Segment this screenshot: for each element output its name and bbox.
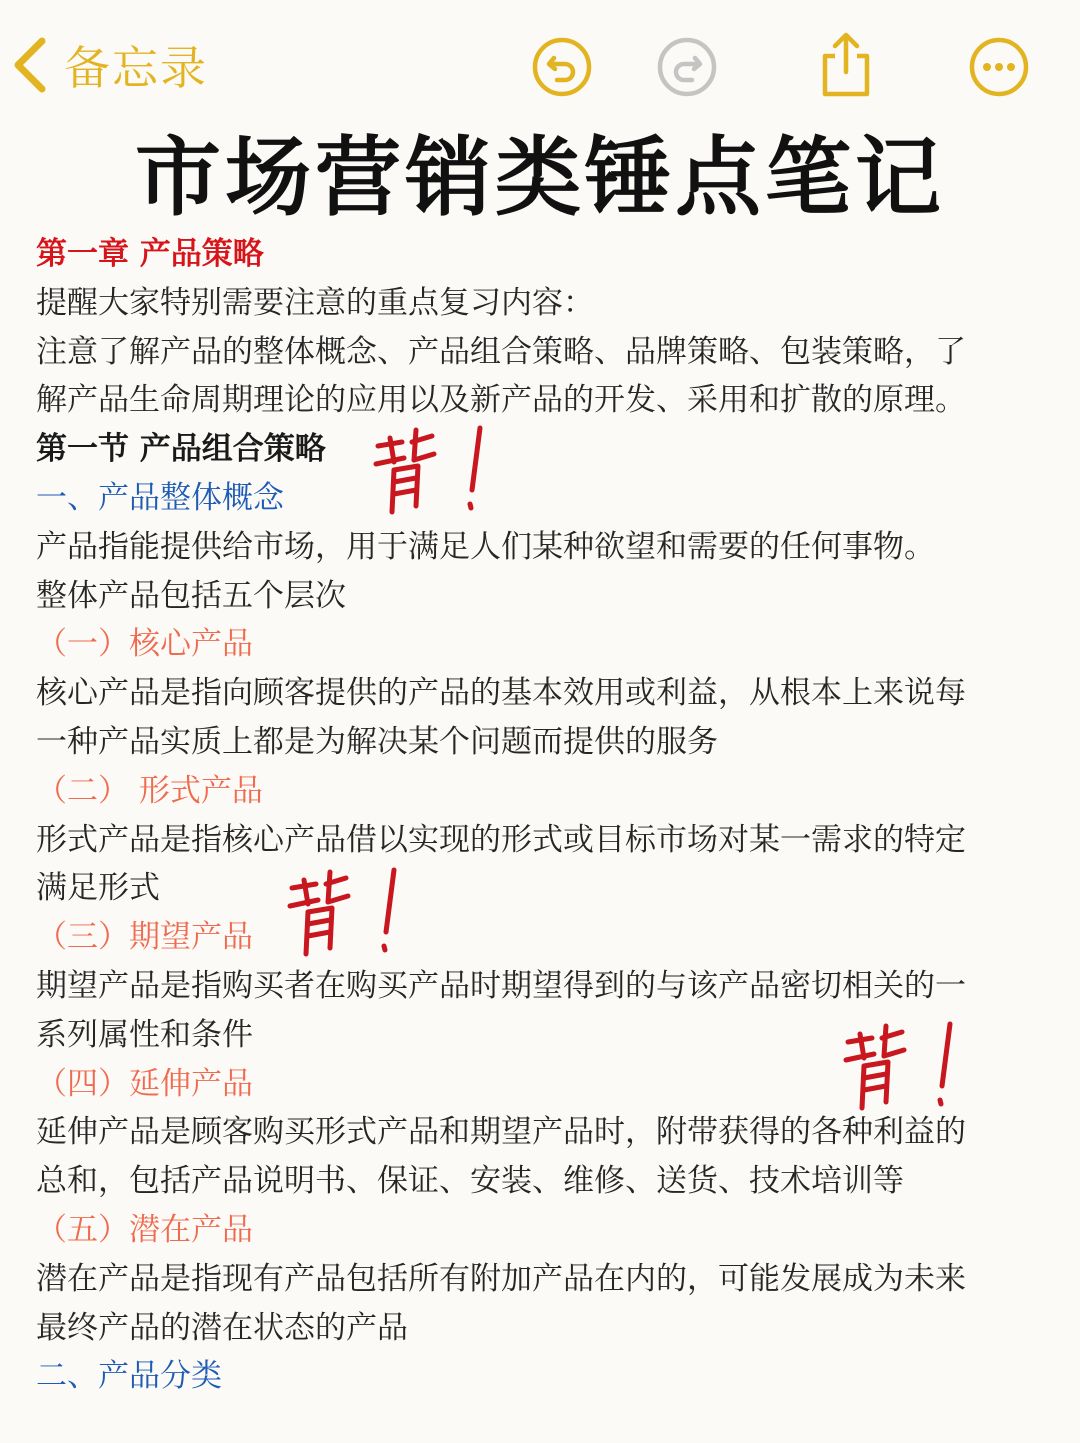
body-text: 提醒大家特别需要注意的重点复习内容： [36, 284, 594, 321]
undo-button[interactable] [531, 36, 593, 98]
redo-button[interactable] [656, 36, 718, 98]
item-heading: （三）期望产品 [36, 919, 253, 956]
handwritten-note [372, 420, 512, 524]
chevron-left-icon [10, 35, 50, 95]
body-text: 延伸产品是顾客购买形式产品和期望产品时，附带获得的各种利益的 [36, 1114, 966, 1151]
back-label: 备忘录 [64, 41, 208, 95]
redo-icon [656, 36, 718, 98]
note-title: 市场营销类锤点笔记 [135, 128, 945, 228]
subsection-heading: 二、产品分类 [36, 1358, 222, 1395]
more-icon [968, 36, 1030, 98]
item-heading: （二） 形式产品 [36, 772, 263, 809]
subsection-heading: 一、产品整体概念 [36, 479, 284, 516]
body-text: 期望产品是指购买者在购买产品时期望得到的与该产品密切相关的一 [36, 967, 966, 1004]
body-text: 系列属性和条件 [36, 1016, 253, 1053]
item-heading: （四）延伸产品 [36, 1065, 253, 1102]
undo-icon [531, 36, 593, 98]
body-text: 形式产品是指核心产品借以实现的形式或目标市场对某一需求的特定 [36, 821, 966, 858]
note-body[interactable] [36, 230, 1046, 1401]
body-text: 产品指能提供给市场，用于满足人们某种欲望和需要的任何事物。 [36, 528, 935, 565]
share-icon [815, 30, 877, 100]
handwritten-note [286, 862, 426, 966]
body-text: 一种产品实质上都是为解决某个问题而提供的服务 [36, 723, 718, 760]
body-text: 潜在产品是指现有产品包括所有附加产品在内的，可能发展成为未来 [36, 1260, 966, 1297]
body-text: 整体产品包括五个层次 [36, 577, 346, 614]
body-text: 满足形式 [36, 870, 160, 907]
back-button[interactable] [10, 30, 208, 100]
section-heading: 第一节 产品组合策略 [36, 431, 326, 468]
body-text: 总和，包括产品说明书、保证、安装、维修、送货、技术培训等 [36, 1163, 904, 1200]
body-text: 最终产品的潜在状态的产品 [36, 1309, 408, 1346]
handwritten-note [842, 1016, 982, 1120]
more-button[interactable] [968, 36, 1030, 98]
body-text: 解产品生命周期理论的应用以及新产品的开发、采用和扩散的原理。 [36, 382, 966, 419]
body-text: 注意了解产品的整体概念、产品组合策略、品牌策略、包装策略，了 [36, 333, 966, 370]
chapter-heading: 第一章 产品策略 [36, 236, 264, 272]
item-heading: （五）潜在产品 [36, 1211, 253, 1248]
handwritten-note-drawing [372, 420, 512, 520]
body-text: 核心产品是指向顾客提供的产品的基本效用或利益，从根本上来说每 [36, 675, 966, 712]
share-button[interactable] [815, 30, 877, 100]
item-heading: （一）核心产品 [36, 626, 253, 663]
handwritten-note-drawing [286, 862, 426, 962]
handwritten-note-drawing [842, 1016, 982, 1116]
top-bar [0, 0, 1080, 120]
